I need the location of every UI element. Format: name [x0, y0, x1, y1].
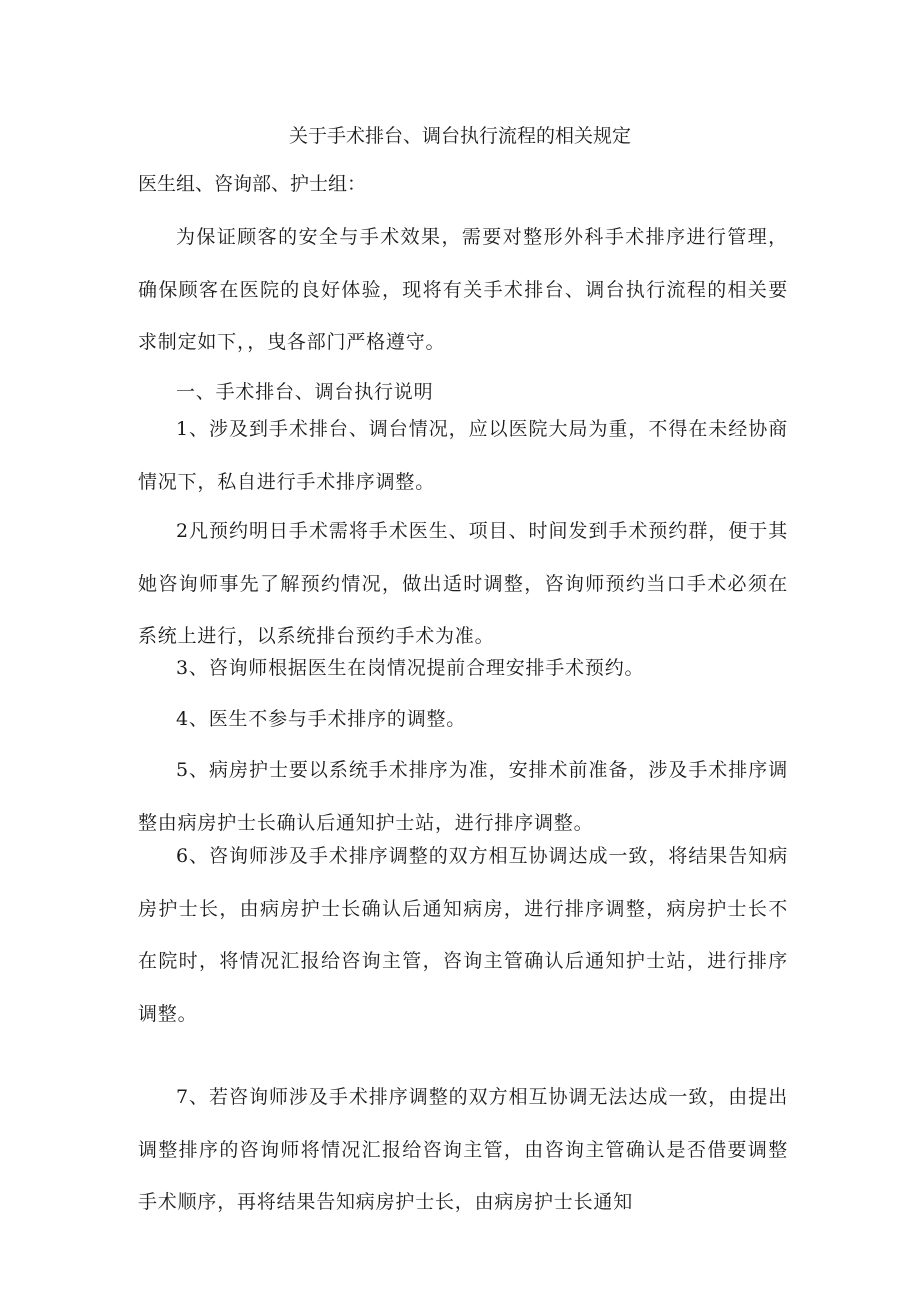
rule-item-7: 7、若咨询师涉及手术排序调整的双方相互协调无法达成一致，由提出调整排序的咨询师将情况汇报给咨询主管，由咨询主管确认是否借要调整手术顺序，再将结果告知病房护士长，由病房护士长通知 [138, 1086, 788, 1213]
rule-item-3: 3、咨询师根据医生在岗情况提前合理安排手术预约。 [176, 657, 645, 679]
rule-item-1: 1、涉及到手术排台、调台情况，应以医院大局为重，不得在未经协商情况下，私自进行手术排序调整。 [138, 418, 788, 493]
salutation: 医生组、咨询部、护士组： [138, 173, 367, 195]
document-title: 关于手术排台、调台执行流程的相关规定 [288, 125, 631, 147]
rule-item-6: 6、咨询师涉及手术排序调整的双方相互协调达成一致，将结果告知病房护士长，由病房护士长确认后通知病房，进行排序调整，病房护士长不在院时，将情况汇报给咨询主管，咨询主管确认后通知护士站，进行排序调整。 [138, 845, 788, 1025]
rule-item-4: 4、医生不参与手术排序的调整。 [176, 708, 467, 730]
rule-item-2: 2凡预约明日手术需将手术医生、项目、时间发到手术预约群，便于其她咨询师事先了解预约情况，做出适时调整，咨询师预约当口手术必须在系统上进行，以系统排台预约手术为准。 [138, 520, 788, 647]
rule-item-5: 5、病房护士要以系统手术排序为准，安排术前准备，涉及手术排序调整由病房护士长确认后通知护士站，进行排序调整。 [138, 759, 788, 834]
paragraph-intro: 为保证顾客的安全与手术效果，需要对整形外科手术排序进行管理，确保顾客在医院的良好体验，现将有关手术排台、调台执行流程的相关要求制定如下，，曳各部门严格遵守。 [138, 226, 788, 353]
section-heading: 一、手术排台、调台执行说明 [176, 381, 434, 403]
